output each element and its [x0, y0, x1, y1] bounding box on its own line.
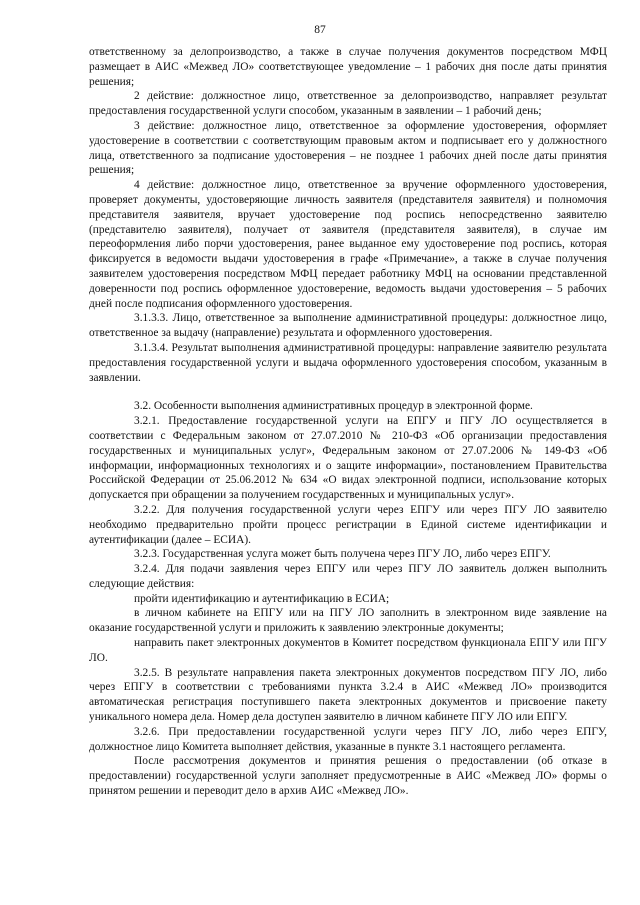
- paragraph-3-1-3-3: 3.1.3.3. Лицо, ответственное за выполнение административной процедуры: должностное лицо, ответственное за выдачу (направление) результата и оформленного удостоверения.: [89, 312, 607, 340]
- list-item-esia: пройти идентификацию и аутентификацию в ЕСИА;: [134, 592, 390, 605]
- page-number: 87: [314, 24, 326, 36]
- paragraph-action-4: 4 действие: должностное лицо, ответственное за вручение оформленного удостоверения, проверяет документы, удостоверяющие личность заявителя (представителя заявителя) и полномочия представителя заявителя, вручает удостоверение под роспись непосредственно заявителю (представителю заявителя), получает от заявителя (представителя заявителя), в случае им переоформления либо порчи удостоверения, ранее выданное ему удостоверение под роспись, которая фиксируется в ведомости выдачи удостоверения в графе «Примечание», а также в случае получения заявителем удостоверения посредством МФЦ передает работнику МФЦ на основании представленной доверенности под роспись оформленное удостоверение, ведомость выдачи удостоверения – 5 рабочих дней после подписания оформленного удостоверения.: [89, 179, 607, 310]
- paragraph-3-2-5: 3.2.5. В результате направления пакета электронных документов посредством ПГУ ЛО, либо через ЕПГУ в соответствии с требованиями пункта 3.2.4 в АИС «Межвед ЛО» производится автоматическая регистрация поступившего пакета электронных документов и присвоение пакету уникального номера дела. Номер дела доступен заявителю в личном кабинете ПГУ ЛО или ЕПГУ.: [89, 666, 607, 724]
- paragraph-3-2-1: 3.2.1. Предоставление государственной услуги на ЕПГУ и ПГУ ЛО осуществляется в соответствии с Федеральным законом от 27.07.2010 № 210-ФЗ «Об организации предоставления государственных и муниципальных услуг», Федеральным законом от 27.07.2006 № 149-ФЗ «Об информации, информационных технологиях и о защите информации», постановлением Правительства Российской Федерации от 25.06.2012 № 634 «О видах электронной подписи, использование которых допускается при обращении за получением государственных и муниципальных услуг».: [89, 415, 607, 502]
- paragraph-final: После рассмотрения документов и принятия решения о предоставлении (об отказе в предоставлении) государственной услуги заполняет предусмотренные в АИС «Межвед ЛО» формы о принятом решении и переводит дело в архив АИС «Межвед ЛО».: [89, 755, 607, 798]
- document-body: [89, 45, 607, 799]
- paragraph-3-2-4: 3.2.4. Для подачи заявления через ЕПГУ или через ПГУ ЛО заявитель должен выполнить следующие действия:: [89, 563, 607, 590]
- list-item-send-package: направить пакет электронных документов в Комитет посредством функционала ЕПГУ или ПГУ ЛО.: [89, 637, 607, 664]
- paragraph-action-2: 2 действие: должностное лицо, ответственное за делопроизводство, направляет результат предоставления государственной услуги способом, указанным в заявлении – 1 рабочий день;: [89, 90, 607, 118]
- paragraph-3-1-3-4: 3.1.3.4. Результат выполнения административной процедуры: направление заявителю результата предоставления государственной услуги и выдача оформленного удостоверения способом, указанным в заявлении.: [89, 341, 607, 384]
- paragraph-3-2-3: 3.2.3. Государственная услуга может быть получена через ПГУ ЛО, либо через ЕПГУ.: [134, 548, 551, 561]
- paragraph-3-2-2: 3.2.2. Для получения государственной услуги через ЕПГУ или через ПГУ ЛО заявителю необходимо предварительно пройти процесс регистрации в Единой системе идентификации и аутентификации (далее – ЕСИА).: [89, 503, 607, 546]
- list-item-fill-application: в личном кабинете на ЕПГУ или на ПГУ ЛО заполнить в электронном виде заявление на оказание государственной услуги и приложить к заявлению электронные документы;: [89, 607, 607, 635]
- paragraph-3-2-6: 3.2.6. При предоставлении государственной услуги через ПГУ ЛО, либо через ЕПГУ, должностное лицо Комитета выполняет действия, указанные в пункте 3.1 настоящего регламента.: [89, 725, 607, 753]
- paragraph-continuation: ответственному за делопроизводство, а также в случае получения документов посредством МФЦ размещает в АИС «Межвед ЛО» соответствующее уведомление – 1 рабочих дня после даты принятия решения;: [89, 46, 607, 88]
- paragraph-action-3: 3 действие: должностное лицо, ответственное за оформление удостоверения, оформляет удостоверение в соответствии с соответствующим правовым актом и подписывает его у должностного лица, ответственного за подписание удостоверения – не позднее 1 рабочих дней после даты принятия решения;: [89, 119, 607, 177]
- section-heading-3-2: 3.2. Особенности выполнения административных процедур в электронной форме.: [134, 400, 533, 413]
